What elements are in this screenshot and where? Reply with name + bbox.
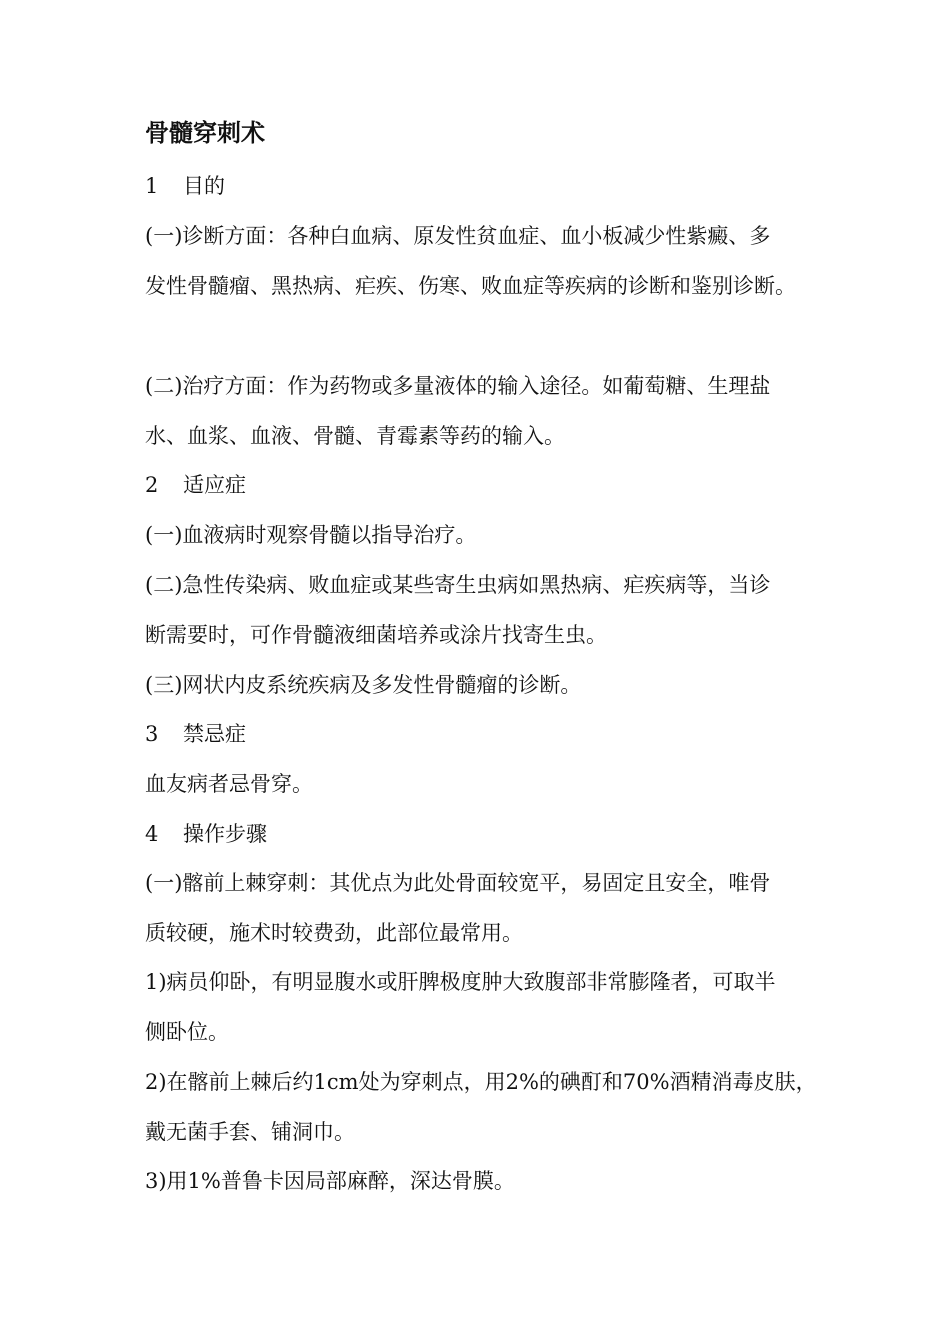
section-heading-2 <box>145 470 246 500</box>
paragraph-line: 戴无菌手套、铺洞巾。 <box>145 1120 355 1144</box>
section-heading-3 <box>145 719 246 749</box>
section-title: 禁忌症 <box>183 722 246 746</box>
paragraph-line: 2)在髂前上棘后约1cm处为穿刺点，用2%的碘酊和70%酒精消毒皮肤， <box>145 1070 817 1094</box>
section-number: 4 <box>145 822 159 846</box>
section-title: 目的 <box>183 174 225 198</box>
paragraph-line: 血友病者忌骨穿。 <box>145 772 313 796</box>
paragraph-line: 发性骨髓瘤、黑热病、疟疾、伤寒、败血症等疾病的诊断和鉴别诊断。 <box>145 274 796 298</box>
paragraph-line: 质较硬，施术时较费劲，此部位最常用。 <box>145 921 523 945</box>
section-number: 3 <box>145 722 159 746</box>
section-number: 2 <box>145 473 159 497</box>
section-heading-1 <box>145 171 225 201</box>
paragraph-line: 1)病员仰卧，有明显腹水或肝脾极度肿大致腹部非常膨隆者，可取半 <box>145 970 776 994</box>
section-number: 1 <box>145 174 159 198</box>
section-title: 适应症 <box>183 473 246 497</box>
paragraph-line: (一)血液病时观察骨髓以指导治疗。 <box>145 523 477 547</box>
paragraph-line: 侧卧位。 <box>145 1020 229 1044</box>
paragraph-line: (一)诊断方面：各种白血病、原发性贫血症、血小板减少性紫癜、多 <box>145 224 771 248</box>
paragraph-line: (一)髂前上棘穿刺：其优点为此处骨面较宽平，易固定且安全，唯骨 <box>145 871 771 895</box>
paragraph-line: (二)急性传染病、败血症或某些寄生虫病如黑热病、疟疾病等，当诊 <box>145 573 771 597</box>
paragraph-line: 3)用1%普鲁卡因局部麻醉，深达骨膜。 <box>145 1169 515 1193</box>
paragraph-line: 水、血浆、血液、骨髓、青霉素等药的输入。 <box>145 424 565 448</box>
section-title: 操作步骤 <box>183 822 267 846</box>
paragraph-line: (二)治疗方面：作为药物或多量液体的输入途径。如葡萄糖、生理盐 <box>145 374 771 398</box>
document-title: 骨髓穿刺术 <box>145 118 265 147</box>
section-heading-4 <box>145 819 267 849</box>
paragraph-line: (三)网状内皮系统疾病及多发性骨髓瘤的诊断。 <box>145 673 582 697</box>
paragraph-line: 断需要时，可作骨髓液细菌培养或涂片找寄生虫。 <box>145 623 607 647</box>
